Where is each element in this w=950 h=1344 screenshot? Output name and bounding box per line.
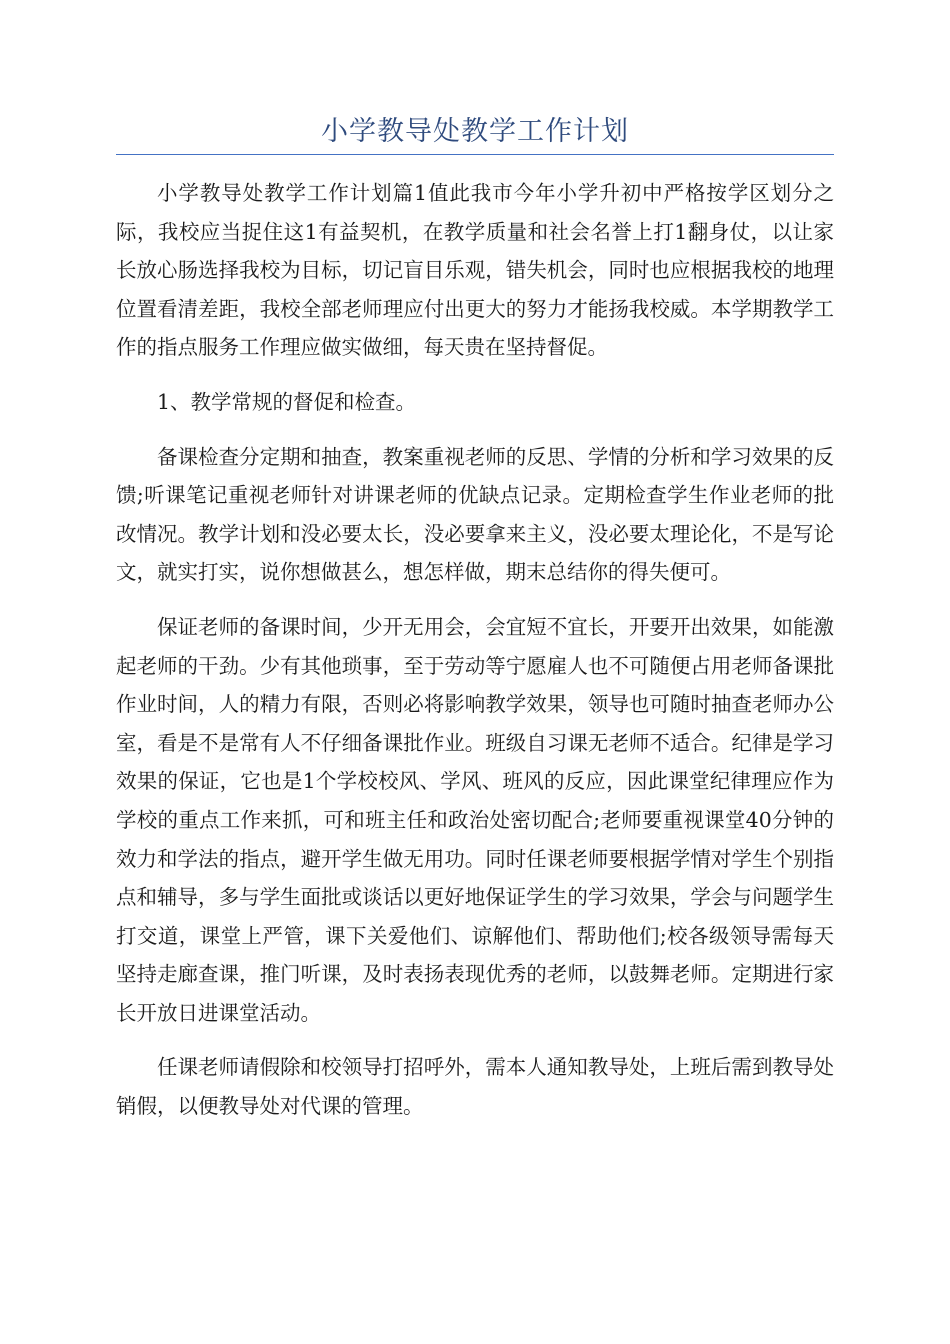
title-underline (116, 154, 834, 155)
paragraph-leave-policy: 任课老师请假除和校领导打招呼外，需本人通知教导处，上班后需到教导处销假，以便教导处对代课的管理。 (116, 1055, 834, 1119)
paragraph-prep-time: 保证老师的备课时间，少开无用会，会宜短不宜长，开要开出效果，如能激起老师的干劲。少有其他琐事，至于劳动等宁愿雇人也不可随便占用老师备课批作业时间，人的精力有限，否则必将影响教学效果，领导也可随时抽查老师办公室，看是不是常有人不仔细备课批作业。班级自习课无老师不适合。纪律是学习效果的保证，它也是1个学校校风、学风、班风的反应，因此课堂纪律理应作为学校的重点工作来抓，可和班主任和政治处密切配合;老师要重视课堂40分钟的效力和学法的指点，避开学生做无用功。同时任课老师要根据学情对学生个别指点和辅导，多与学生面批或谈话以更好地保证学生的学习效果，学会与问题学生打交道，课堂上严管，课下关爱他们、谅解他们、帮助他们;校各级领导需每天坚持走廊查课，推门听课，及时表扬表现优秀的老师，以鼓舞老师。定期进行家长开放日进课堂活动。 (116, 614, 834, 1025)
document-title: 小学教导处教学工作计划 (321, 116, 629, 147)
section-heading-teaching-routine: 1、教学常规的督促和检查。 (157, 389, 417, 414)
paragraph-intro: 小学教导处教学工作计划篇1值此我市今年小学升初中严格按学区划分之际，我校应当捉住这1有益契机，在教学质量和社会名誉上打1翻身仗，以让家长放心肠选择我校为目标，切记盲目乐观，错失机会，同时也应根据我校的地理位置看清差距，我校全部老师理应付出更大的努力才能扬我校威。本学期教学工作的指点服务工作理应做实做细，每天贵在坚持督促。 (116, 181, 834, 360)
document-body (116, 174, 834, 1142)
paragraph-lesson-prep-check: 备课检查分定期和抽查，教案重视老师的反思、学情的分析和学习效果的反馈;听课笔记重视老师针对讲课老师的优缺点记录。定期检查学生作业老师的批改情况。教学计划和没必要太长，没必要拿来主义，没必要太理论化，不是写论文，就实打实，说你想做甚么，想怎样做，期末总结你的得失便可。 (116, 444, 834, 585)
